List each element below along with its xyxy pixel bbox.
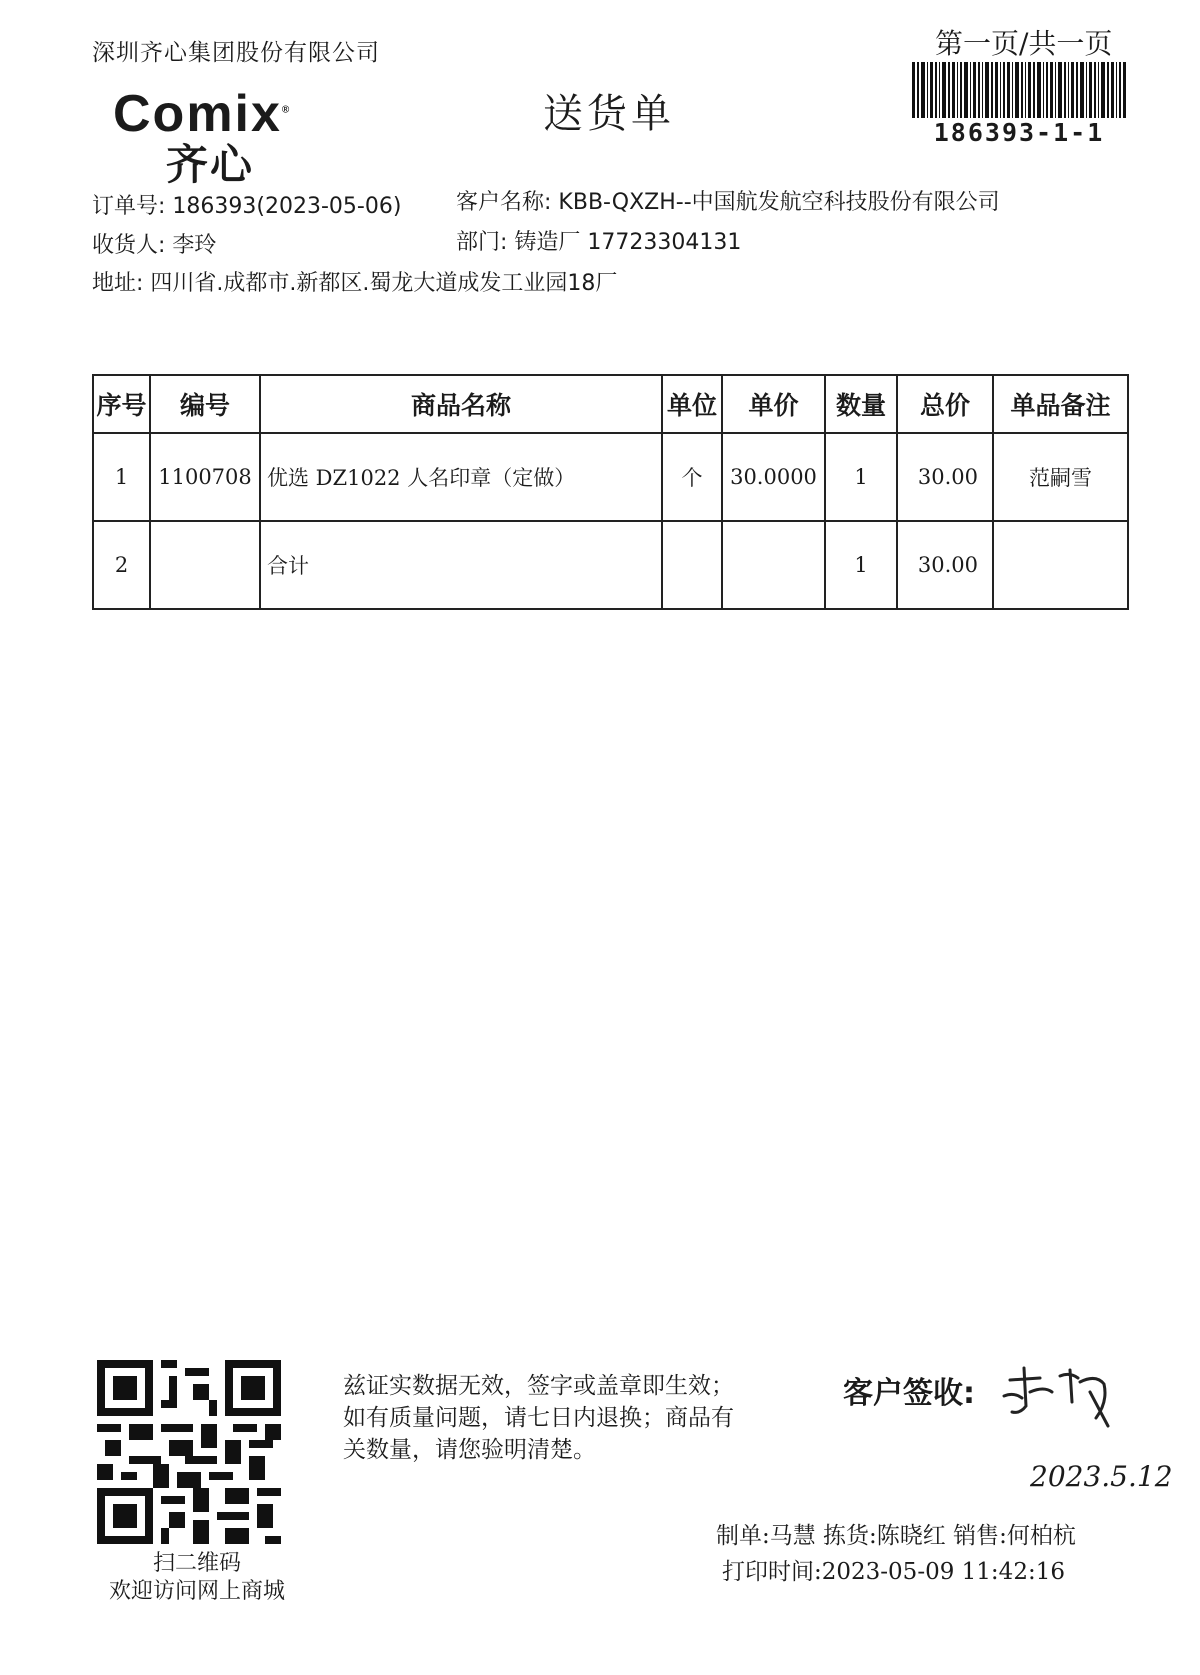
cell-name: 合计	[260, 521, 662, 609]
col-header-total: 总价	[897, 375, 993, 433]
col-header-seq: 序号	[93, 375, 150, 433]
cell-price: 30.0000	[722, 433, 825, 521]
col-header-remark: 单品备注	[993, 375, 1128, 433]
col-header-name: 商品名称	[260, 375, 662, 433]
col-header-qty: 数量	[825, 375, 897, 433]
table-row	[93, 521, 1128, 609]
cell-remark: 范嗣雪	[993, 433, 1128, 521]
logo-text-en: Comix	[113, 85, 282, 143]
col-header-code: 编号	[150, 375, 260, 433]
col-header-unit: 单位	[662, 375, 722, 433]
comix-logo-cn: 齐心	[166, 140, 255, 189]
staff-line: 制单:马慧 拣货:陈晓红 销售:何柏杭	[716, 1523, 1076, 1549]
table-row	[93, 433, 1128, 521]
qr-caption-scan: 扫二维码	[152, 1551, 241, 1576]
page-indicator: 第一页/共一页	[935, 27, 1113, 60]
cell-price	[722, 521, 825, 609]
cell-code	[150, 521, 260, 609]
notice-text: 兹证实数据无效，签字或盖章即生效；如有质量问题，请七日内退换；商品有关数量，请您验明清楚。	[343, 1373, 734, 1463]
cell-name: 优选 DZ1022 人名印章（定做）	[260, 433, 662, 521]
sign-date: 2023.5.12	[1030, 1460, 1173, 1493]
receiver: 收货人: 李玲	[92, 233, 217, 258]
items-table	[92, 374, 1129, 610]
order-number: 订单号: 186393(2023-05-06)	[92, 194, 402, 219]
cell-unit: 个	[662, 433, 722, 521]
cell-total: 30.00	[897, 521, 993, 609]
qr-code-icon	[97, 1360, 281, 1544]
signature-icon	[1000, 1362, 1120, 1434]
cell-qty: 1	[825, 433, 897, 521]
print-time: 打印时间:2023-05-09 11:42:16	[722, 1559, 1065, 1585]
barcode-number: 186393-1-1	[933, 118, 1105, 147]
company-name: 深圳齐心集团股份有限公司	[92, 40, 380, 66]
document-title: 送货单	[543, 91, 675, 137]
col-header-price: 单价	[722, 375, 825, 433]
department: 部门: 铸造厂 17723304131	[456, 230, 742, 255]
table-header-row	[93, 375, 1128, 433]
address: 地址: 四川省.成都市.新都区.蜀龙大道成发工业园18厂	[92, 271, 618, 296]
barcode-icon	[912, 62, 1126, 118]
qr-caption-shop: 欢迎访问网上商城	[108, 1579, 285, 1604]
customer-sign-label: 客户签收:	[843, 1376, 975, 1411]
cell-total: 30.00	[897, 433, 993, 521]
cell-seq: 2	[93, 521, 150, 609]
cell-remark	[993, 521, 1128, 609]
cell-unit	[662, 521, 722, 609]
cell-qty: 1	[825, 521, 897, 609]
customer-name: 客户名称: KBB-QXZH--中国航发航空科技股份有限公司	[456, 190, 1000, 215]
cell-code: 1100708	[150, 433, 260, 521]
cell-seq: 1	[93, 433, 150, 521]
comix-logo: Comix®	[113, 85, 292, 143]
